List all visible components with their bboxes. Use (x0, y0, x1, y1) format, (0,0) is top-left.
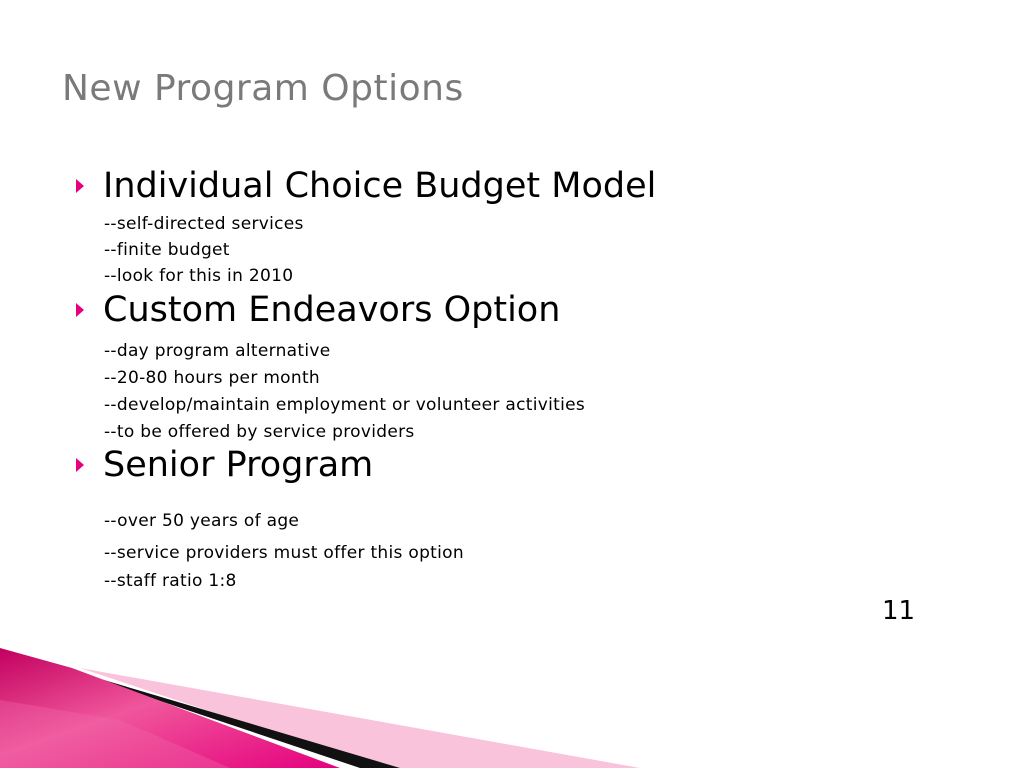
sub-item: --look for this in 2010 (104, 266, 294, 286)
sub-item: --over 50 years of age (104, 511, 300, 531)
sub-item: --service providers must offer this option (104, 543, 464, 563)
sub-item: --day program alternative (104, 341, 331, 361)
page-number: 11 (882, 596, 916, 626)
sub-item: --finite budget (104, 240, 230, 260)
bullet-label: Individual Choice Budget Model (103, 166, 657, 206)
sub-item: --to be offered by service providers (104, 422, 415, 442)
bullet-label: Custom Endeavors Option (103, 290, 561, 330)
sub-item: --staff ratio 1:8 (104, 571, 237, 591)
sub-item: --self-directed services (104, 214, 304, 234)
slide-title: New Program Options (62, 68, 464, 109)
bullet-label: Senior Program (103, 445, 374, 485)
sub-item: --20-80 hours per month (104, 368, 320, 388)
sub-item: --develop/maintain employment or volunteer activities (104, 395, 586, 415)
